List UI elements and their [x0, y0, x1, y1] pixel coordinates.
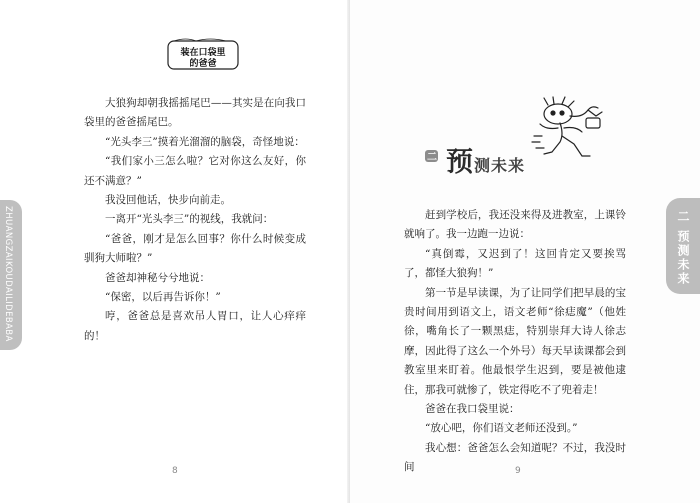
book-logo-icon: [166, 37, 240, 73]
paragraph: 爸爸在我口袋里说：: [425, 403, 520, 416]
running-character-illustration: [530, 96, 610, 162]
paragraph: 爸爸却神秘兮兮地说：: [105, 271, 210, 284]
logo-line1: 装在口袋里: [180, 48, 226, 58]
chapter-title-rest: 测未来: [474, 156, 526, 175]
right-body-text: [404, 206, 626, 478]
logo-line2: 的爸爸: [189, 59, 217, 69]
paragraph: 大狼狗却朝我摇摇尾巴——其实是在向我口袋里的爸爸摇尾巴。: [84, 97, 306, 129]
chapter-badge-label: 二: [427, 152, 437, 163]
paragraph: 一离开“光头李三”的视线，我就问：: [105, 213, 274, 226]
left-page-number: 8: [172, 466, 178, 476]
paragraph: 哼，爸爸总是喜欢吊人胃口，让人心痒痒的！: [84, 310, 306, 342]
right-side-tab: [666, 198, 700, 294]
paragraph: “真倒霉，又迟到了！这回肯定又要挨骂了，都怪大狼狗！”: [404, 247, 626, 280]
paragraph: “光头李三”摸着光溜溜的脑袋，奇怪地说：: [105, 135, 305, 148]
right-side-tab-label: 二 预测未来: [676, 210, 690, 287]
paragraph: “放心吧，你们语文老师还没到。”: [425, 422, 578, 435]
paragraph: 第一节是早读课，为了让同学们把早晨的宝贵时间用到语文上，语文老师“徐痣魔”（他姓徐，嘴角长了一颗黑痣，特别崇拜大诗人徐志摩，因此得了这么一个外号）每天早读课都会到教室里来盯着。他最恨学生迟到，要是被他逮住，那我可就惨了，铁定得吃不了兜着走！: [404, 286, 626, 396]
paragraph: 赶到学校后，我还没来得及进教室，上课铃就响了。我一边跑一边说：: [404, 209, 626, 241]
paragraph: “爸爸，刚才是怎么回事？你什么时候变成驯狗大师啦？”: [84, 232, 306, 265]
chapter-title: [446, 140, 525, 179]
left-side-tab: [0, 200, 22, 350]
paragraph: “我们家小三怎么啦？它对你这么友好，你还不满意？”: [84, 155, 306, 187]
paragraph: “保密，以后再告诉你！”: [105, 291, 221, 304]
paragraph: 我没回他话，快步向前走。: [105, 194, 231, 207]
left-body-text: [84, 94, 306, 346]
chapter-number-badge: [425, 150, 438, 162]
right-page-number: 9: [515, 466, 521, 476]
chapter-title-first-char: 预: [446, 147, 474, 178]
left-side-tab-label: ZHUANGZAIKOUDAILIDEBABA: [3, 206, 13, 342]
paragraph: 我心想：爸爸怎么会知道呢？不过，我没时间: [404, 441, 626, 474]
